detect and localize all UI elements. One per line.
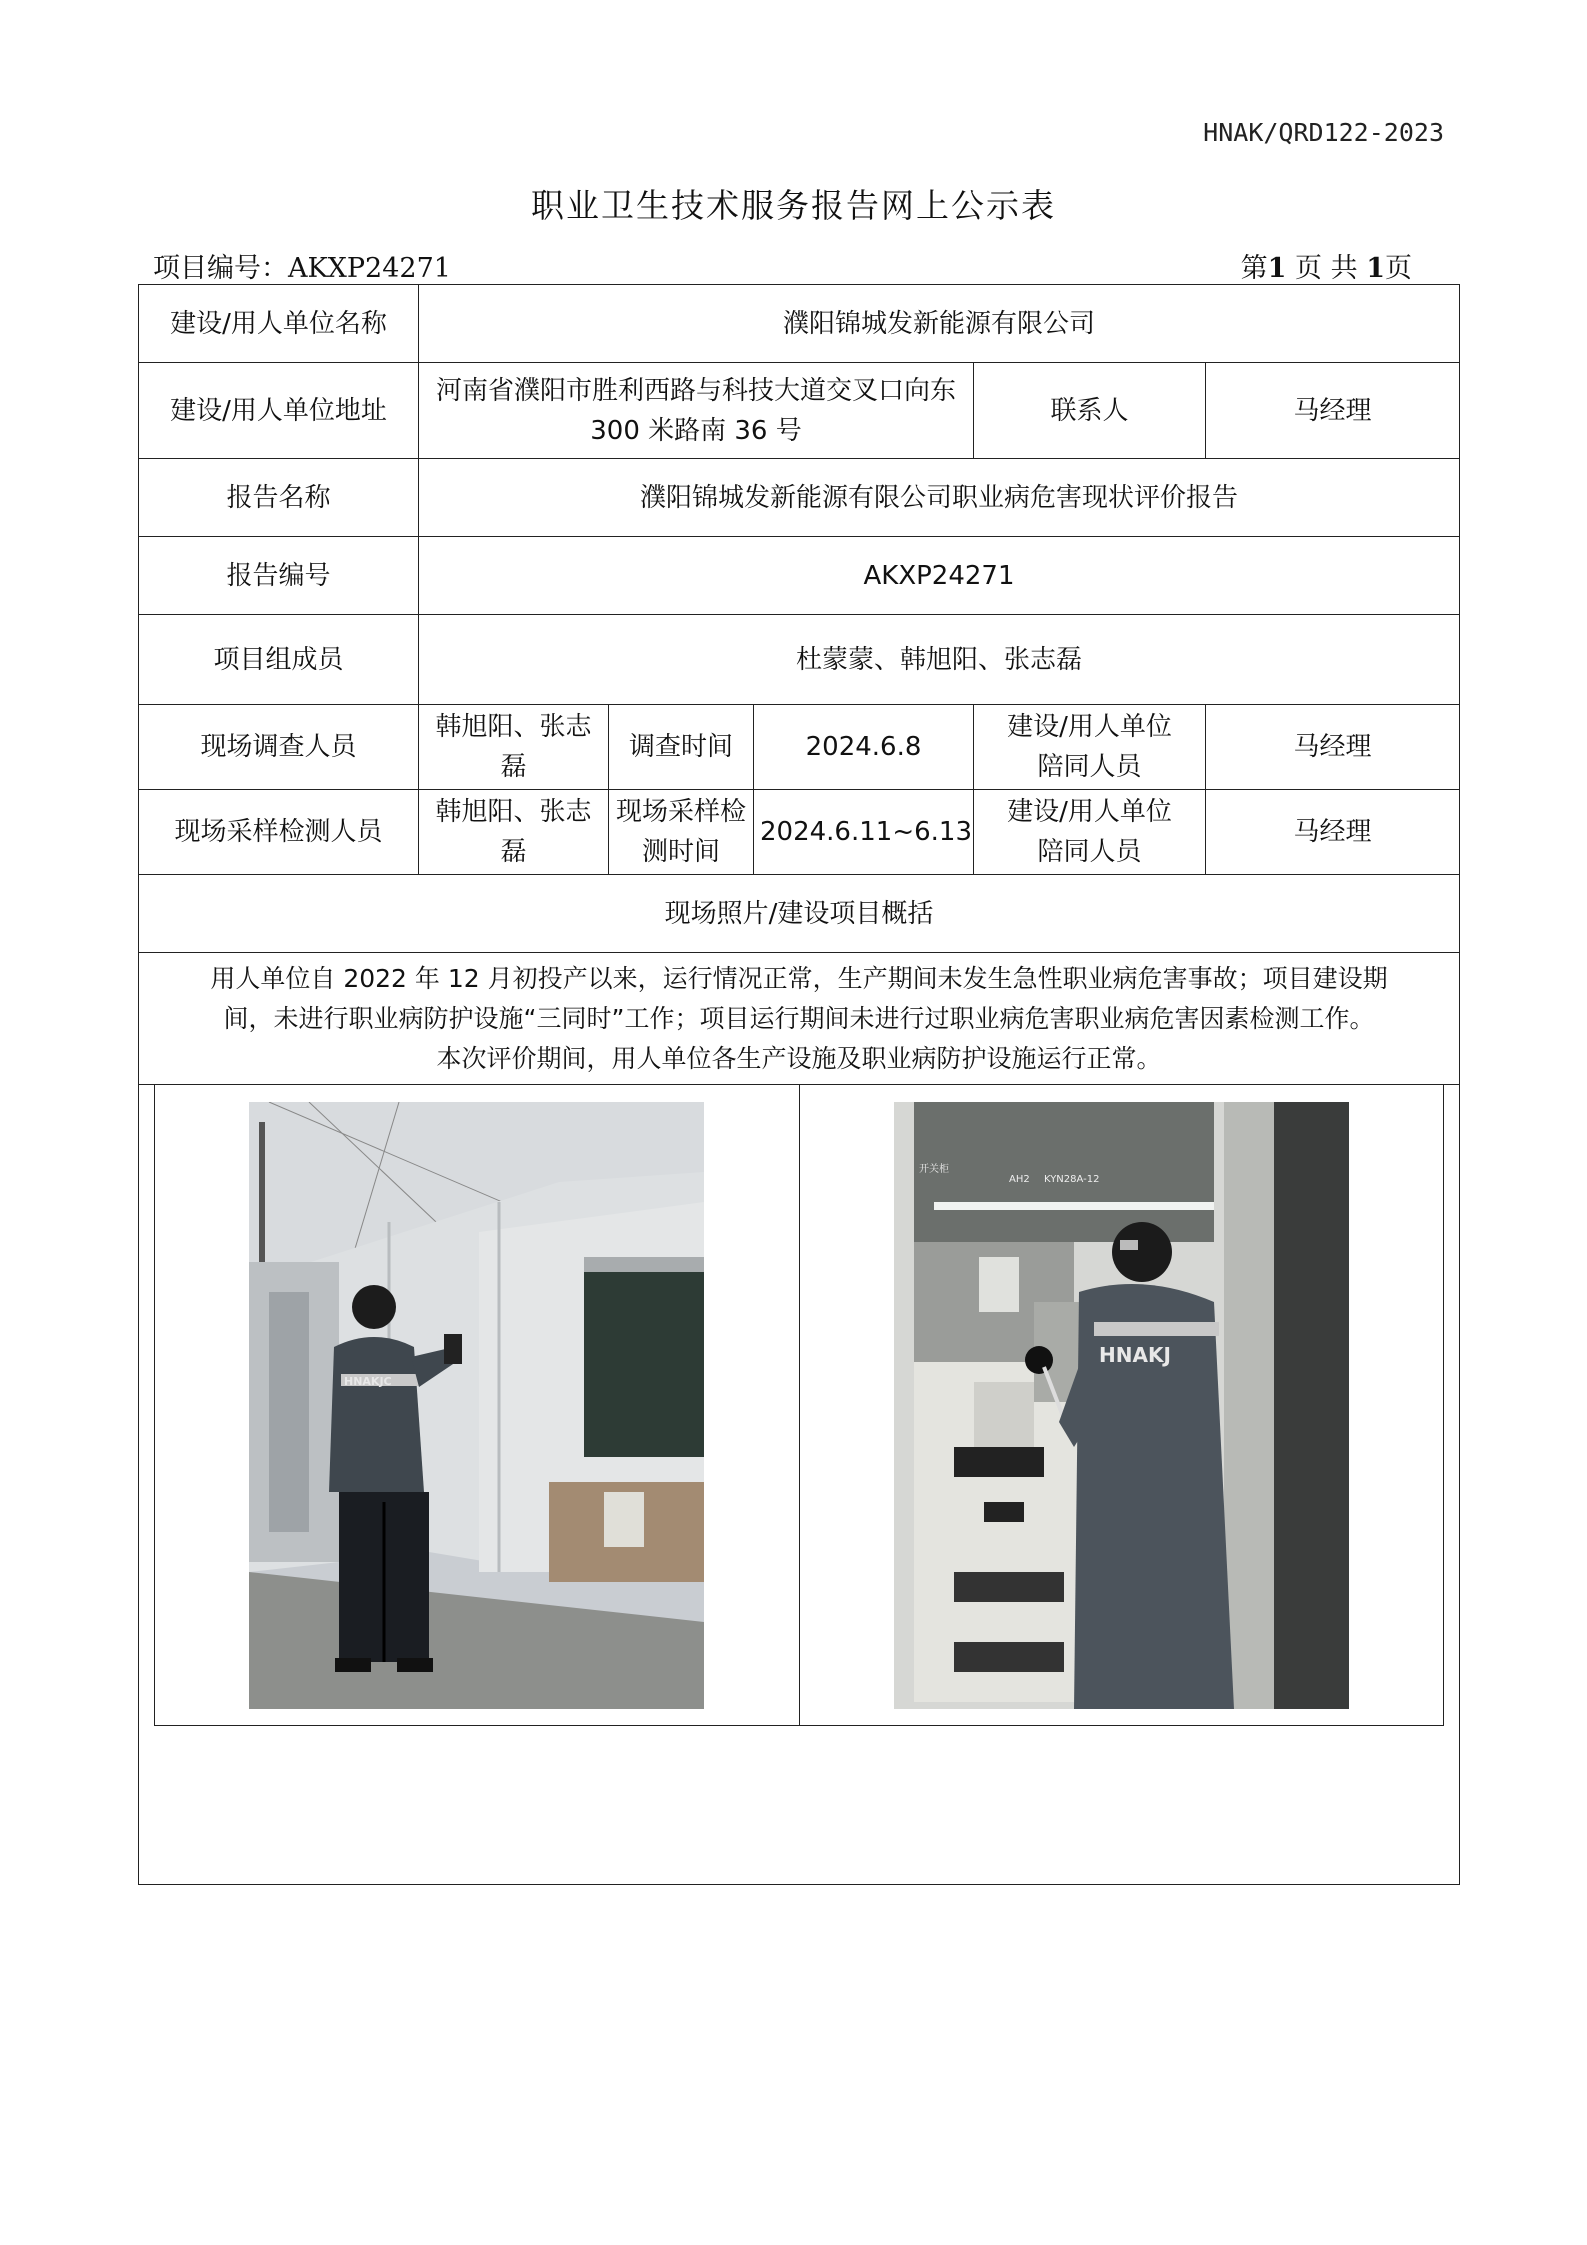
photos-cell (139, 1085, 1460, 1885)
jacket-logo-text: HNAKJ (1098, 1342, 1171, 1367)
survey-accompany-value: 马经理 (1206, 705, 1460, 790)
table-row (139, 615, 1460, 705)
photos-row (154, 1085, 1444, 1726)
survey-time-label: 调查时间 (609, 705, 754, 790)
table-row (139, 459, 1460, 537)
report-name-value: 濮阳锦城发新能源有限公司职业病危害现状评价报告 (419, 459, 1460, 537)
photo-cell-right (799, 1085, 1444, 1725)
cabinet-label-2: AH2 (1008, 1173, 1030, 1185)
survey-staff-value (419, 705, 609, 790)
sampling-staff-value (419, 790, 609, 875)
sampling-accompany-value: 马经理 (1206, 790, 1460, 875)
project-number-value: AKXP24271 (288, 253, 451, 284)
photos-section-label: 现场照片/建设项目概括 (139, 875, 1460, 953)
page-title: 职业卫生技术服务报告网上公示表 (531, 186, 1056, 225)
contact-value: 马经理 (1206, 363, 1460, 459)
unit-name-value: 濮阳锦城发新能源有限公司 (419, 285, 1460, 363)
unit-address-line1: 河南省濮阳市胜利西路与科技大道交叉口向东 (435, 375, 956, 406)
page-middle: 页 共 (1295, 253, 1358, 284)
project-number-label: 项目编号： (153, 253, 288, 284)
disclosure-form-table (138, 284, 1460, 1885)
survey-accompany-label (974, 705, 1206, 790)
summary-line1: 用人单位自 2022 年 12 月初投产以来，运行情况正常，生产期间未发生急性职业病危害事故；项目建设期 (210, 963, 1388, 993)
sampling-time-label (609, 790, 754, 875)
table-row (139, 285, 1460, 363)
sampling-time-label-line1: 现场采样检 (615, 797, 746, 827)
report-name-label: 报告名称 (139, 459, 419, 537)
table-row (139, 875, 1460, 953)
table-row (139, 1085, 1460, 1885)
table-row (139, 790, 1460, 875)
accompany-label-line1: 建设/用人单位 (1007, 797, 1172, 827)
sampling-time-value: 2024.6.11~6.13 (754, 790, 974, 875)
page-indicator (1241, 246, 1412, 285)
sampling-time-label-line2: 测时间 (641, 837, 720, 867)
cabinet-label-3: KYN28A-12 (1043, 1173, 1100, 1185)
page-prefix: 第 (1240, 253, 1268, 284)
jacket-logo-text: HNAKJC (344, 1374, 392, 1388)
unit-name-label: 建设/用人单位名称 (139, 285, 419, 363)
unit-address-value (419, 363, 974, 459)
team-label: 项目组成员 (139, 615, 419, 705)
table-row (139, 705, 1460, 790)
page-current: 1 (1267, 253, 1287, 284)
table-row (139, 953, 1460, 1085)
table-row (139, 537, 1460, 615)
page-total: 1 (1366, 253, 1385, 284)
contact-label: 联系人 (974, 363, 1206, 459)
sampling-staff-line2: 磊 (500, 837, 527, 867)
survey-staff-line2: 磊 (500, 752, 527, 782)
page-suffix: 页 (1385, 253, 1412, 284)
project-number (153, 246, 451, 285)
survey-staff-line1: 韩旭阳、张志 (435, 712, 592, 742)
survey-staff-label: 现场调查人员 (139, 705, 419, 790)
accompany-label-line1: 建设/用人单位 (1007, 712, 1172, 742)
accompany-label-line2: 陪同人员 (1037, 837, 1142, 867)
sampling-accompany-label (974, 790, 1206, 875)
site-photo-cabinet (894, 1102, 1349, 1709)
accompany-label-line2: 陪同人员 (1037, 752, 1142, 782)
report-number-value: AKXP24271 (419, 537, 1460, 615)
site-photo-container (249, 1102, 704, 1709)
summary-line3: 本次评价期间，用人单位各生产设施及职业病防护设施运行正常。 (436, 1043, 1162, 1073)
sampling-staff-line1: 韩旭阳、张志 (435, 797, 592, 827)
report-number-label: 报告编号 (139, 537, 419, 615)
unit-address-label: 建设/用人单位地址 (139, 363, 419, 459)
photo-cell-left (155, 1085, 799, 1725)
cabinet-label-1: 开关柜 (918, 1163, 949, 1175)
document-code: HNAK/QRD122-2023 (1203, 118, 1444, 147)
sampling-staff-label: 现场采样检测人员 (139, 790, 419, 875)
survey-time-value: 2024.6.8 (754, 705, 974, 790)
table-row (139, 363, 1460, 459)
summary-line2: 间，未进行职业病防护设施“三同时”工作；项目运行期间未进行过职业病危害职业病危害因素检测工作。 (223, 1003, 1375, 1033)
unit-address-line2: 300 米路南 36 号 (590, 415, 802, 446)
project-summary (139, 953, 1460, 1085)
team-value: 杜蒙蒙、韩旭阳、张志磊 (419, 615, 1460, 705)
